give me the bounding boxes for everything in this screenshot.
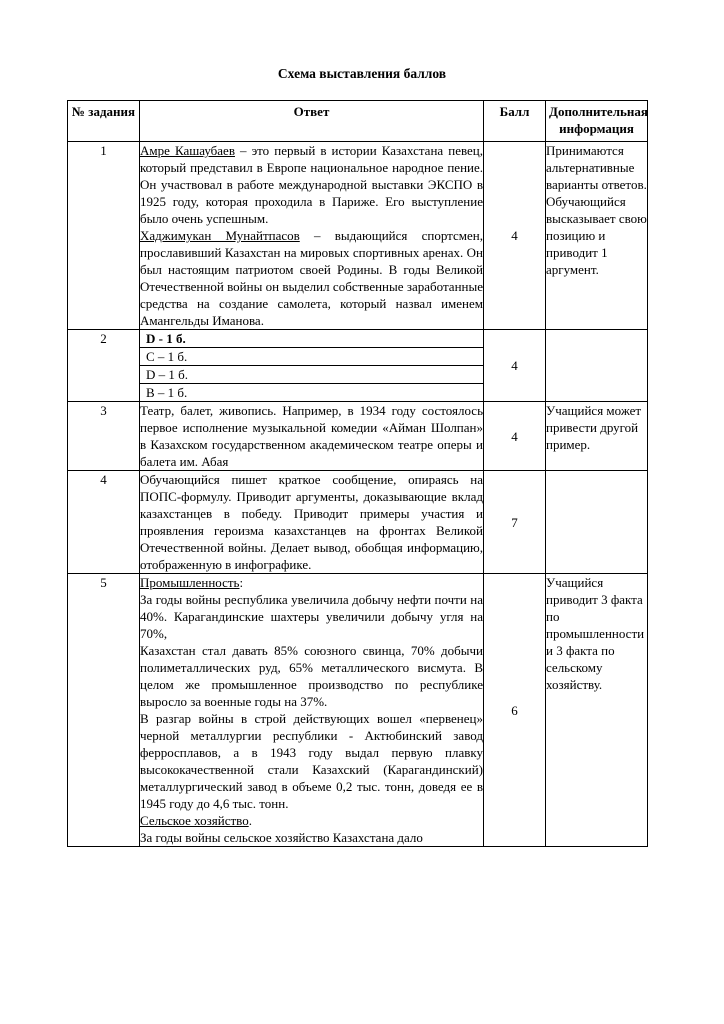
answer-item: D – 1 б. xyxy=(140,366,483,384)
header-answer xyxy=(140,101,484,142)
answer-paragraph: За годы войны республика увеличила добычу нефти почти на 40%. Карагандинские шахтеры увеличили добычу угля на 70%, xyxy=(140,592,483,641)
header-number-label: № задания xyxy=(71,104,136,119)
score-cell: 7 xyxy=(484,471,546,574)
person-name: Хаджимукан Мунайтпасов xyxy=(140,228,300,243)
answer-text: – выдающийся спортсмен, прославивший Казахстан на мировых спортивных аренах. Он был настоящим патриотом своей Родины. В годы Великой Отечественной войны он выделил собственные заработанные средства на создание самолета, который назвал именем Амангельды Иманова. xyxy=(140,228,483,328)
page-title: Схема выставления баллов xyxy=(277,66,447,81)
table-row xyxy=(68,142,648,330)
answer-cell xyxy=(140,330,484,402)
table-row xyxy=(68,330,648,402)
info-cell: Учащийся может привести другой пример. xyxy=(546,402,648,471)
answer-item-text: D - 1 б. xyxy=(146,331,186,346)
info-cell: Принимаются альтернативные варианты ответов. Обучающийся высказывает свою позицию и приводит 1 аргумент. xyxy=(546,142,648,330)
answer-text: – это первый в истории Казахстана певец, который представил в Европе национальное народное пение. Он участвовал в работе международной выставки ЭКСПО в 1925 году, которая проходила в Париже. Его выступление было очень успешным. xyxy=(140,143,484,226)
table-row xyxy=(68,402,648,471)
header-score-label: Балл xyxy=(499,104,530,119)
score-cell: 6 xyxy=(484,574,546,847)
score-cell: 4 xyxy=(484,330,546,402)
answer-paragraph xyxy=(140,142,483,227)
agri-heading: Сельское хозяйство xyxy=(140,813,249,828)
header-info-label: Дополнительная информация xyxy=(549,104,648,136)
answer-paragraph: За годы войны сельское хозяйство Казахстана дало xyxy=(140,830,423,845)
info-cell xyxy=(546,330,648,402)
answer-paragraph: В разгар войны в строй действующих вошел «первенец» черной металлургии республики - Актюбинский завод ферросплавов, а в 1943 году выдал первую плавку высококачественной стали Казахский (Карагандинский) металлургический завод в объеме 0,2 тыс. тонн, доведя ее в 1945 году до 4,6 тыс. тонн. xyxy=(140,711,483,811)
answer-item: B – 1 б. xyxy=(146,385,188,400)
answer-item xyxy=(140,330,483,348)
table-header-row xyxy=(68,101,648,142)
header-number xyxy=(68,101,140,142)
header-info xyxy=(546,101,648,142)
answer-cell: Театр, балет, живопись. Например, в 1934 году состоялось первое исполнение музыкальной комедии «Айман Шолпан» в Казахском государственном академическом театре оперы и балета им. Абая xyxy=(140,403,483,469)
answer-paragraph: Казахстан стал давать 85% союзного свинца, 70% добычи полиметаллических руд, 65% металлического висмута. В целом же промышленное производство по республике выросло за военные годы на 37%. xyxy=(140,643,483,709)
industry-heading: Промышленность xyxy=(140,575,240,590)
task-number: 3 xyxy=(68,402,140,471)
task-number: 1 xyxy=(68,142,140,330)
answer-cell xyxy=(140,574,484,847)
table-row xyxy=(68,471,648,574)
header-answer-label: Ответ xyxy=(293,104,330,119)
score-cell: 4 xyxy=(484,402,546,471)
score-cell: 4 xyxy=(484,142,546,330)
answer-cell: Обучающийся пишет краткое сообщение, опираясь на ПОПС-формулу. Приводит аргументы, доказывающие вклад казахстанцев в победу. Приводит примеры участия и проявления героизма казахстанцев на фронтах Великой Отечественной войны. Делает вывод, обобщая информацию, отображенную в инфографике. xyxy=(140,472,483,572)
answer-cell xyxy=(140,142,484,330)
task-number: 4 xyxy=(68,471,140,574)
person-name: Амре Кашаубаев xyxy=(140,143,235,158)
header-score xyxy=(484,101,546,142)
info-cell xyxy=(546,471,648,574)
section-heading: Промышленность: xyxy=(140,575,244,590)
task-number: 5 xyxy=(68,574,140,847)
task-number: 2 xyxy=(68,330,140,402)
info-cell: Учащийся приводит 3 факта по промышленности и 3 факта по сельскому хозяйству. xyxy=(546,574,648,847)
answer-paragraph xyxy=(140,227,483,329)
table-row xyxy=(68,574,648,847)
answer-item: C – 1 б. xyxy=(140,348,483,366)
scoring-table xyxy=(67,100,648,847)
section-heading: Сельское хозяйство. xyxy=(140,813,252,828)
